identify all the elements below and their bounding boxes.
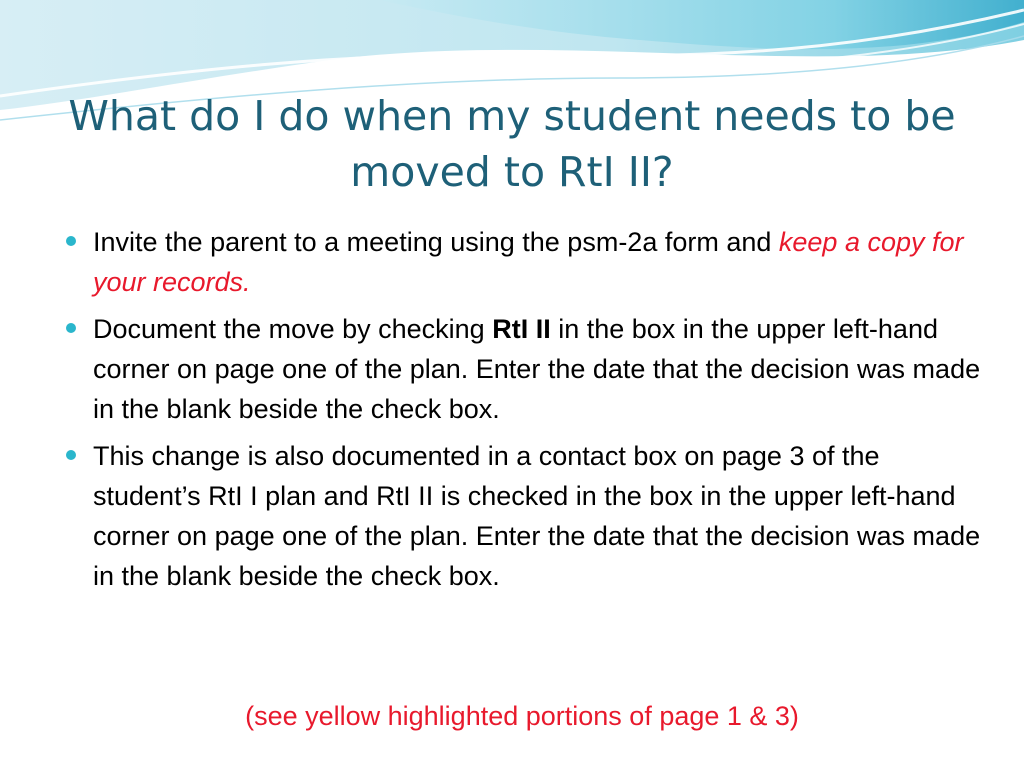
- highlight-note: (see yellow highlighted portions of page 1 & 3): [245, 701, 799, 731]
- bullet-text: Invite the parent to a meeting using the psm-2a form and: [93, 227, 779, 257]
- bullet-dot-icon: [66, 450, 76, 460]
- bullet-dot-icon: [66, 323, 76, 333]
- slide-title-line-2: moved to RtI II?: [350, 148, 674, 196]
- bullet-emphasis: keep a copy for your records.: [93, 227, 964, 297]
- bullet-dot-icon: [66, 236, 76, 246]
- bullet-text-continued: in the box in the upper left-hand corner on page one of the plan. Enter the date that the decision was made in the blank beside the check box.: [93, 314, 981, 424]
- bullet-list: [0, 222, 1024, 603]
- bullet-bold: RtI II: [492, 314, 551, 344]
- bullet-item: [0, 436, 1024, 596]
- slide-title: [40, 88, 984, 200]
- slide-title-line-1: What do I do when my student needs to be: [68, 92, 956, 140]
- bullet-text: This change is also documented in a contact box on page 3 of the student’s RtI I plan and RtI II is checked in the box in the upper left-hand corner on page one of the plan. Enter the date that the decision was made in the blank beside the check box.: [93, 441, 981, 591]
- bullet-item: [0, 309, 1024, 429]
- bullet-text: Document the move by checking: [93, 314, 493, 344]
- bullet-item: [0, 222, 1024, 302]
